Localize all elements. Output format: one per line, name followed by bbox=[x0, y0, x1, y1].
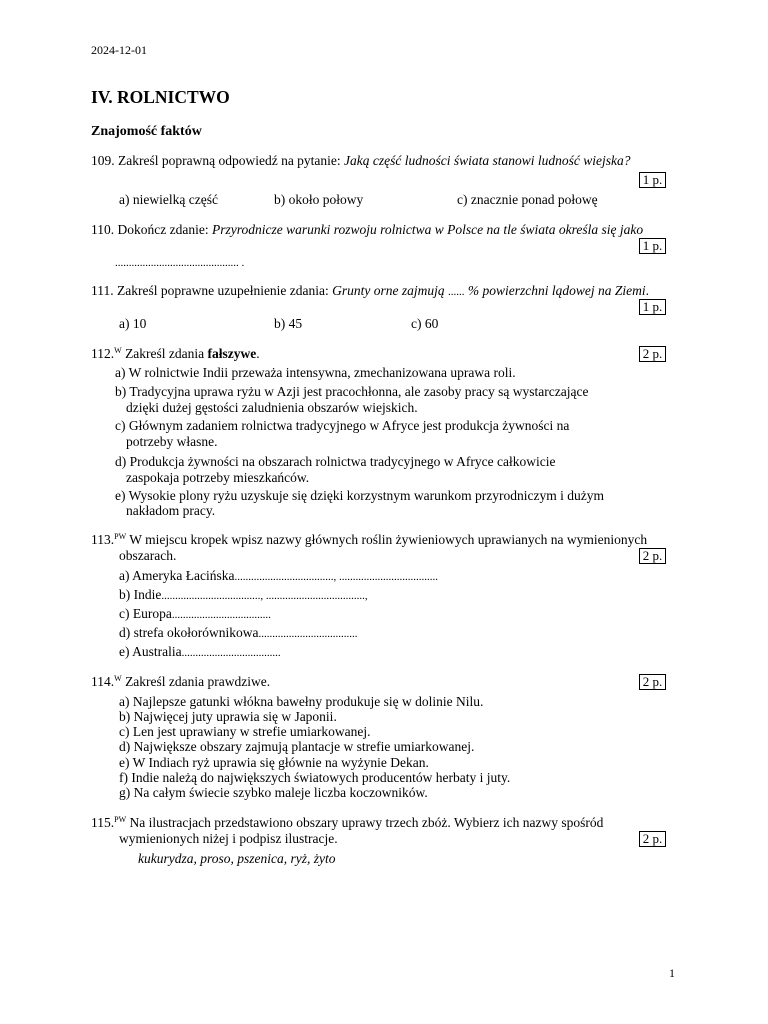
points-box-111: 1 p. bbox=[639, 299, 666, 315]
question-115-prompt bbox=[91, 815, 603, 830]
question-number: 114. bbox=[91, 674, 115, 689]
answer-blank[interactable]: .................................... bbox=[258, 628, 358, 640]
answer-option-b[interactable]: b) 45 bbox=[274, 316, 303, 331]
points-box-115: 2 p. bbox=[639, 831, 666, 847]
statement-d-continued: zaspokaja potrzeby mieszkańców. bbox=[126, 470, 310, 485]
answer-blank-110[interactable]: ............................................. . bbox=[115, 257, 245, 269]
question-113-prompt-continued: obszarach. bbox=[119, 548, 177, 563]
blank-dots: ...... bbox=[448, 286, 465, 298]
question-type-marker: PW bbox=[114, 532, 127, 541]
question-111-prompt bbox=[91, 283, 649, 300]
statement-a[interactable]: a) W rolnictwie Indii przeważa intensywna, zmechanizowana uprawa roli. bbox=[115, 365, 516, 380]
statement-b[interactable]: b) Tradycyjna uprawa ryżu w Azji jest pracochłonna, ale zasoby pracy są wystarczające bbox=[115, 384, 589, 399]
question-114-prompt bbox=[91, 674, 270, 689]
question-112-prompt bbox=[91, 346, 260, 361]
document-date: 2024-12-01 bbox=[91, 43, 147, 57]
answer-blank[interactable]: .................................... bbox=[171, 609, 271, 621]
word-bank: kukurydza, proso, pszenica, ryż, żyto bbox=[138, 851, 336, 866]
points-box-113: 2 p. bbox=[639, 548, 666, 564]
statement-a[interactable]: a) Najlepsze gatunki włókna bawełny produkuje się w dolinie Nilu. bbox=[119, 694, 484, 709]
statement-b[interactable]: b) Najwięcej juty uprawia się w Japonii. bbox=[119, 709, 337, 724]
fill-row-b bbox=[119, 587, 368, 604]
question-109-prompt bbox=[91, 153, 631, 168]
statement-e-continued: nakładom pracy. bbox=[126, 503, 216, 518]
statement-c[interactable]: c) Głównym zadaniem rolnictwa tradycyjnego w Afryce jest produkcja żywności na bbox=[115, 418, 570, 433]
question-lead: W miejscu kropek wpisz nazwy głównych roślin żywieniowych uprawianych na wymienionych bbox=[129, 532, 648, 547]
answer-option-a[interactable]: a) 10 bbox=[119, 316, 147, 331]
points-box-114: 2 p. bbox=[639, 674, 666, 690]
points-box-109: 1 p. bbox=[639, 172, 666, 188]
answer-option-b[interactable]: b) około połowy bbox=[274, 192, 364, 207]
fill-row-e bbox=[119, 644, 281, 661]
answer-option-a[interactable]: a) niewielką część bbox=[119, 192, 218, 207]
question-number: 109. bbox=[91, 153, 115, 168]
question-113-prompt bbox=[91, 532, 647, 547]
statement-d[interactable]: d) Największe obszary zajmują plantacje w strefie umiarkowanej. bbox=[119, 739, 475, 754]
region-label: b) Indie bbox=[119, 587, 162, 602]
region-label: e) Australia bbox=[119, 644, 182, 659]
question-type-marker: PW bbox=[114, 815, 127, 824]
question-italic: Jaką część ludności świata stanowi ludność wiejska? bbox=[344, 153, 631, 168]
statement-d[interactable]: d) Produkcja żywności na obszarach rolnictwa tradycyjnego w Afryce całkowicie bbox=[115, 454, 556, 469]
statement-g[interactable]: g) Na całym świecie szybko maleje liczba koczowników. bbox=[119, 785, 428, 800]
question-number: 110. bbox=[91, 222, 115, 237]
fill-row-d bbox=[119, 625, 357, 642]
period: . bbox=[256, 346, 260, 361]
points-box-110: 1 p. bbox=[639, 238, 666, 254]
fill-row-a bbox=[119, 568, 438, 585]
question-115-prompt-continued: wymienionych niżej i podpisz ilustracje. bbox=[119, 831, 338, 846]
question-bold-word: fałszywe bbox=[207, 346, 257, 361]
answer-option-c[interactable]: c) 60 bbox=[411, 316, 439, 331]
question-italic-part2: % powierzchni lądowej na Ziemi bbox=[467, 283, 646, 298]
question-italic-part1: Grunty orne zajmują bbox=[332, 283, 445, 298]
statement-e[interactable]: e) Wysokie plony ryżu uzyskuje się dzięki korzystnym warunkom przyrodniczym i dużym bbox=[115, 488, 604, 503]
region-label: c) Europa bbox=[119, 606, 172, 621]
region-label: d) strefa okołorównikowa bbox=[119, 625, 259, 640]
answer-blank[interactable]: ...................................., ...................................., bbox=[161, 590, 368, 602]
question-number: 115. bbox=[91, 815, 115, 830]
points-box-112: 2 p. bbox=[639, 346, 666, 362]
question-110-prompt bbox=[91, 222, 643, 237]
statement-f[interactable]: f) Indie należą do największych światowych producentów herbaty i juty. bbox=[119, 770, 511, 785]
question-type-marker: W bbox=[114, 346, 122, 355]
region-label: a) Ameryka Łacińska bbox=[119, 568, 235, 583]
statement-b-continued: dzięki dużej gęstości zaludnienia obszarów wiejskich. bbox=[126, 400, 418, 415]
question-lead: Zakreśl zdania bbox=[125, 346, 205, 361]
question-number: 111. bbox=[91, 283, 114, 298]
question-lead: Dokończ zdanie: bbox=[117, 222, 209, 237]
period: . bbox=[645, 283, 650, 298]
section-title: Znajomość faktów bbox=[91, 124, 202, 139]
question-number: 113. bbox=[91, 532, 115, 547]
statement-e[interactable]: e) W Indiach ryż uprawia się głównie na wyżynie Dekan. bbox=[119, 755, 429, 770]
page-number: 1 bbox=[669, 966, 675, 980]
question-italic: Przyrodnicze warunki rozwoju rolnictwa w Polsce na tle świata określa się jako bbox=[211, 222, 644, 237]
question-lead: Zakreśl poprawną odpowiedź na pytanie: bbox=[118, 153, 341, 168]
answer-blank[interactable]: .................................... bbox=[181, 647, 281, 659]
answer-blank[interactable]: ...................................., .................................... bbox=[234, 571, 438, 583]
question-lead: Zakreśl zdania prawdziwe. bbox=[125, 674, 271, 689]
question-number: 112. bbox=[91, 346, 115, 361]
answer-option-c[interactable]: c) znacznie ponad połowę bbox=[457, 192, 598, 207]
statement-c[interactable]: c) Len jest uprawiany w strefie umiarkowanej. bbox=[119, 724, 371, 739]
fill-row-c bbox=[119, 606, 271, 623]
question-lead: Zakreśl poprawne uzupełnienie zdania: bbox=[117, 283, 329, 298]
statement-c-continued: potrzeby własne. bbox=[126, 434, 218, 449]
question-lead: Na ilustracjach przedstawiono obszary uprawy trzech zbóż. Wybierz ich nazwy spośród bbox=[129, 815, 604, 830]
chapter-title: IV. ROLNICTWO bbox=[91, 87, 230, 107]
question-type-marker: W bbox=[114, 674, 122, 683]
